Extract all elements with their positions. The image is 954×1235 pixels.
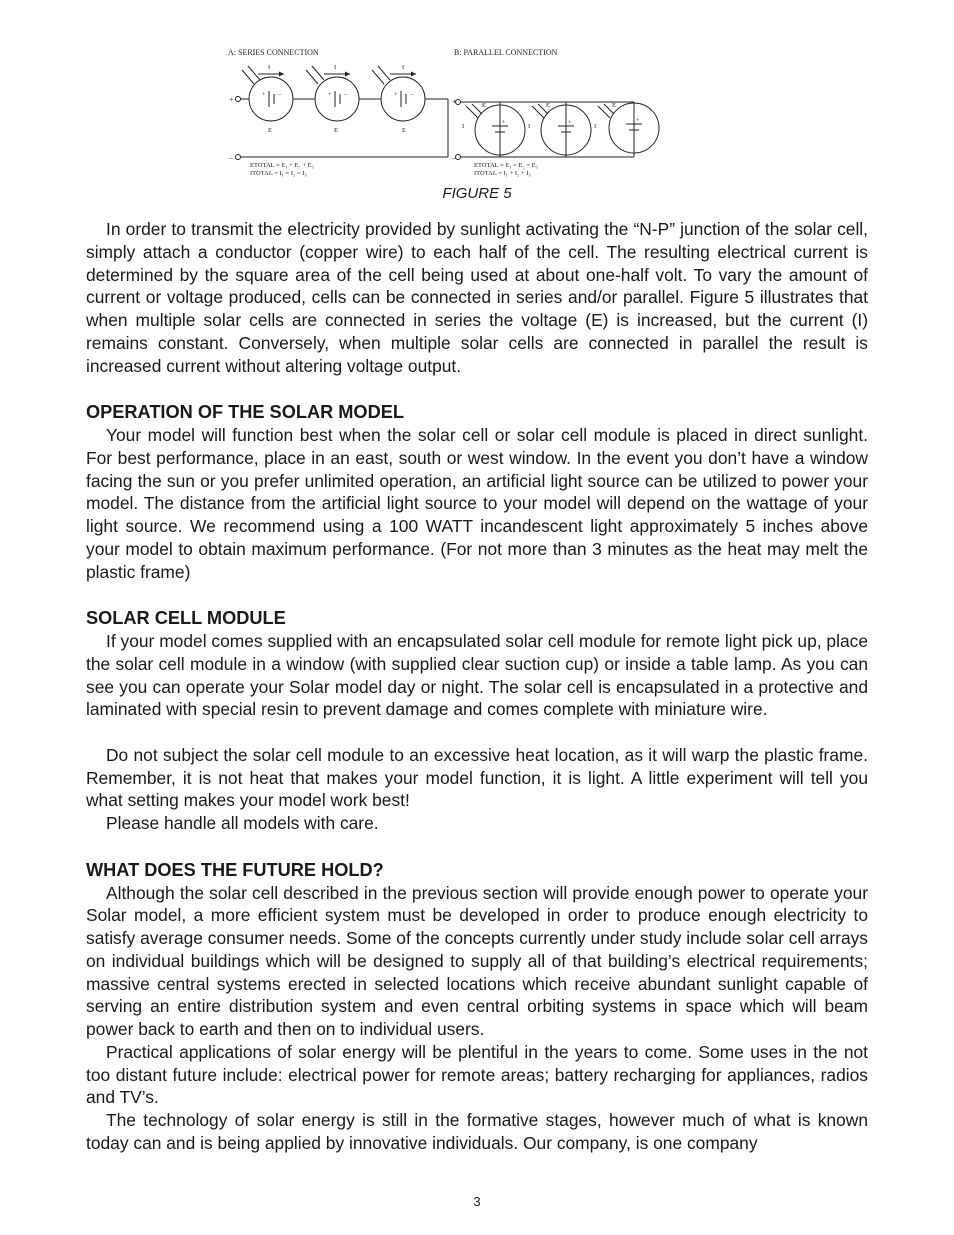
series-plus-label: + [229, 95, 234, 104]
parallel-plus-label: + [452, 97, 457, 106]
parallel-equation-i: ITOTAL = I₁ + I₂ + I₃ [474, 170, 531, 177]
parallel-terminal-minus [456, 155, 461, 160]
series-cell-1-minus: – [278, 91, 282, 98]
parallel-equation-e: ETOTAL = E₁ = E₂ = E₃ [474, 162, 538, 169]
future-heading: WHAT DOES THE FUTURE HOLD? [86, 859, 384, 880]
series-i2-label: I [334, 64, 337, 71]
parallel-minus-label: – [452, 153, 456, 162]
parallel-e2-label: E [546, 102, 550, 109]
parallel-i1-label: I [462, 123, 465, 130]
page-body [86, 218, 868, 1155]
future-paragraph-2: Practical applications of solar energy will be plentiful in the years to come. Some uses in the not too distant future include: electrical power for remote areas; battery recharging for appliances, radios and TV’s. [86, 1041, 868, 1108]
series-cell-2-minus: – [344, 91, 348, 98]
series-i1-label: I [268, 64, 271, 71]
light-ray [472, 104, 482, 114]
parallel-cell-2-plus: + [568, 119, 572, 126]
future-paragraph-1: Although the solar cell described in the previous section will provide enough power to operate your Solar model, a more efficient system must be developed in order to produce enough electricity to satisfy average consumer needs. Some of the concepts currently under study include solar cell arrays on individual buildings which will be designed to supply all of that building’s electrical requirements; massive central systems erected in selected locations which receive abundant sunlight capable of serving an entire distribution system and even central orbiting systems in space which will beam power back to earth and then on to individual users. [86, 882, 869, 1039]
module-paragraph-1: If your model comes supplied with an encapsulated solar cell module for remote light pick up, place the solar cell module in a window (with supplied clear suction cup) or inside a table lamp. As you can see you can operate your Solar model day or night. The solar cell is encapsulated in a protective and laminated with special resin to prevent damage and comes complete with miniature wire. [86, 631, 868, 720]
series-cell-3-plus: + [394, 91, 398, 98]
series-e2-label: E [334, 127, 338, 134]
parallel-i2-label: I [528, 123, 531, 130]
series-e3-label: E [402, 127, 406, 134]
series-cell-3-minus: – [410, 91, 414, 98]
figure-5-diagram [226, 44, 666, 184]
series-minus-label: – [229, 153, 233, 162]
series-equation-i: ITOTAL = I₁ = I₂ = I₃ [250, 170, 307, 177]
parallel-e1-label: E [482, 102, 486, 109]
light-ray [306, 70, 318, 84]
series-cell-1 [249, 77, 293, 121]
parallel-cell-3-plus: + [636, 117, 640, 124]
figure-caption: FIGURE 5 [442, 185, 512, 202]
intro-paragraph: In order to transmit the electricity provided by sunlight activating the “N-P” junction of the solar cell, simply attach a conductor (copper wire) to each half of the cell. The resulting electrical current is determined by the square area of the cell being used at about one-half volt. To vary the amount of current or voltage produced, cells can be connected in series and/or parallel. Figure 5 illustrates that when multiple solar cells are connected in series the voltage (E) is increased, but the current (I) remains constant. Conversely, when multiple solar cells are connected in parallel the result is increased current without altering voltage output. [86, 219, 868, 376]
series-i3-label: I [402, 64, 405, 71]
series-cell-1-plus: + [262, 91, 266, 98]
series-cell-2-plus: + [328, 91, 332, 98]
parallel-title: B: PARALLEL CONNECTION [454, 48, 558, 57]
module-heading: SOLAR CELL MODULE [86, 608, 286, 628]
parallel-i3-label: I [594, 123, 597, 130]
series-equation-e: ETOTAL = E₁ + E₂ + E₃ [250, 162, 314, 169]
module-paragraph-3: Please handle all models with care. [106, 813, 379, 833]
parallel-cell-1-plus: + [502, 119, 506, 126]
series-terminal-plus [236, 97, 241, 102]
parallel-e3-label: E [612, 102, 616, 109]
module-paragraph-2: Do not subject the solar cell module to an excessive heat location, as it will warp the plastic frame. Remember, it is not heat that makes your model function, it is light. A little experiment will tell you what setting makes your model work best! [86, 744, 868, 811]
future-paragraph-3: The technology of solar energy is still in the formative stages, however much of what is known today can and is being applied by innovative individuals. Our company, is one company [86, 1110, 868, 1153]
series-e1-label: E [268, 127, 272, 134]
light-ray [378, 66, 390, 80]
series-cell-2 [315, 77, 359, 121]
series-terminal-minus [236, 155, 241, 160]
page-number: 3 [473, 1194, 481, 1209]
operation-heading: OPERATION OF THE SOLAR MODEL [86, 402, 404, 422]
light-ray [372, 70, 384, 84]
series-title: A: SERIES CONNECTION [228, 48, 319, 57]
light-ray [312, 66, 324, 80]
light-ray [242, 70, 254, 84]
light-ray [248, 66, 260, 80]
series-cell-3 [381, 77, 425, 121]
operation-paragraph: Your model will function best when the solar cell or solar cell module is placed in direct sunlight. For best performance, place in an east, south or west window. In the event you don’t have a window facing the sun or you prefer unlimited operation, an artificial light source can be utilized to power your model. The distance from the artificial light source to your model will depend on the wattage of your light source. We recommend using a 100 WATT incandescent light approximately 5 inches above your model to obtain maximum performance. (For not more than 3 minutes as the heat may melt the plastic frame) [86, 425, 868, 582]
